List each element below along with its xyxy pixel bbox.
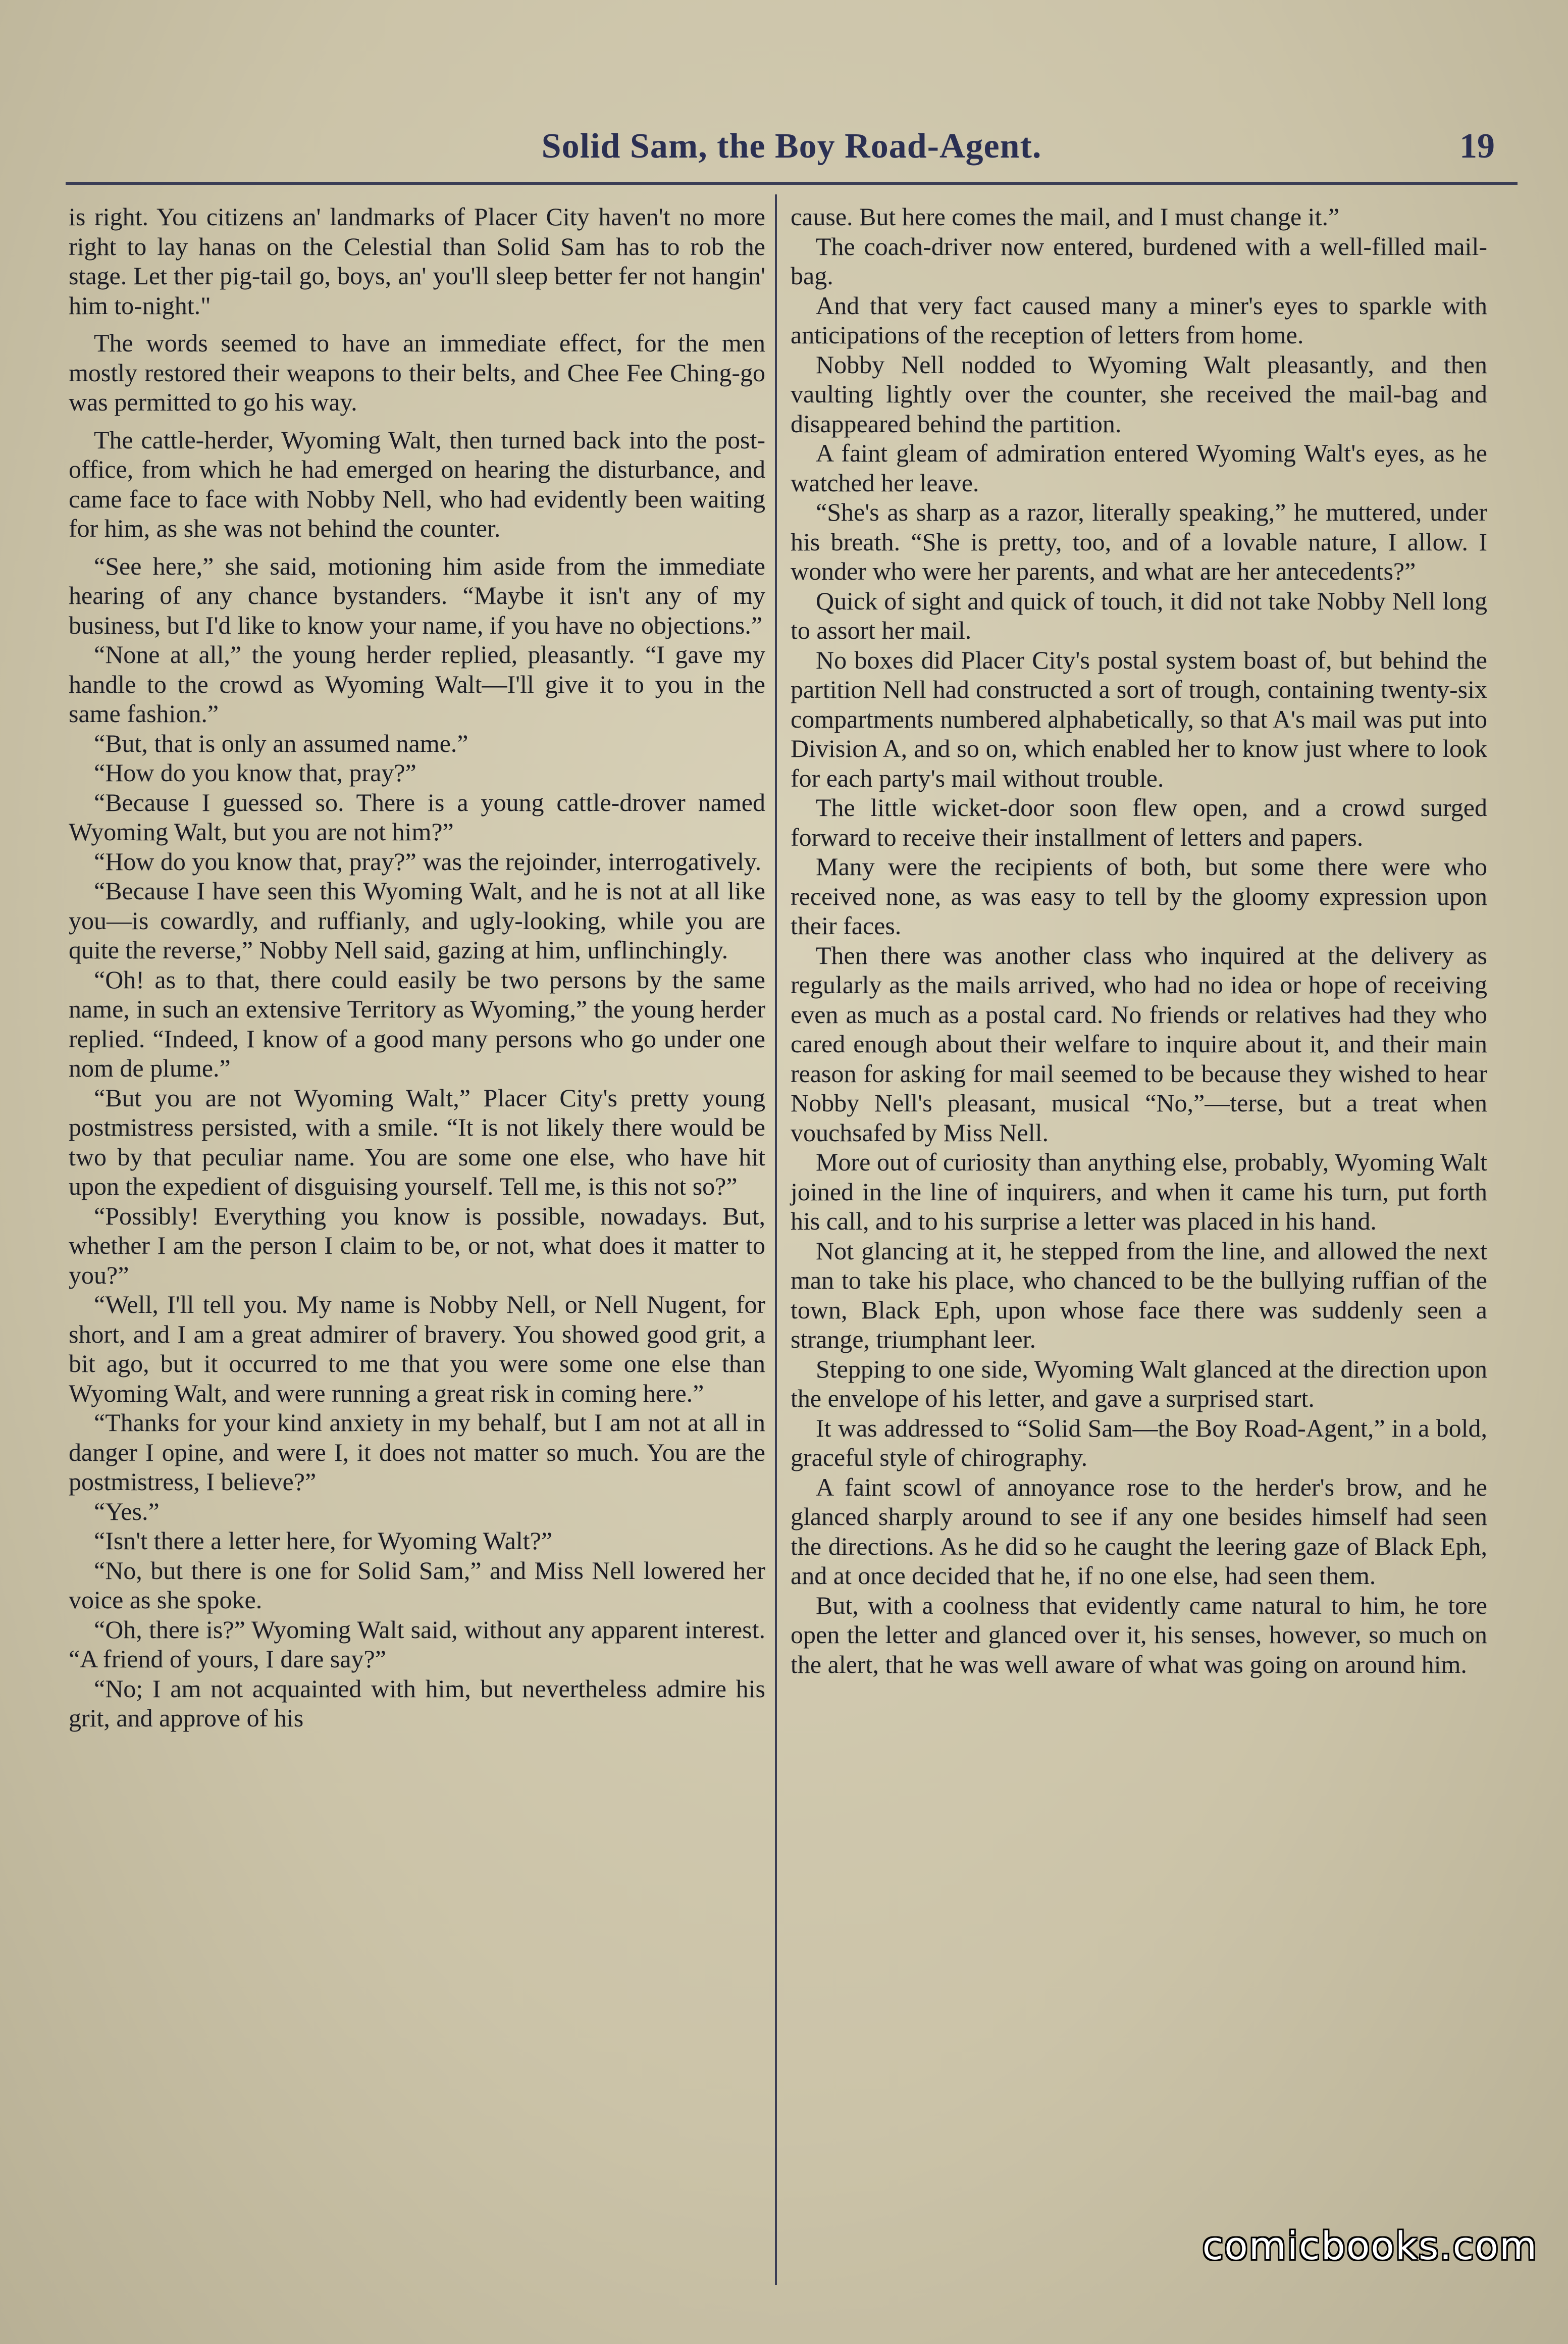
paragraph: “Well, I'll tell you. My name is Nobby Nell, or Nell Nugent, for short, and I am a great admirer of bravery. You showed good grit, a bit ago, but it occurred to me that you were some one else than Wyoming Walt, and were running a great risk in coming here.”	[69, 1290, 765, 1407]
paragraph: Not glancing at it, he stepped from the line, and allowed the next man to take his place, who chanced to be the bullying ruffian of the town, Black Eph, upon whose face there was suddenly seen a strange, triumphant leer.	[791, 1236, 1487, 1353]
header-rule	[66, 182, 1518, 185]
paragraph: “Isn't there a letter here, for Wyoming Walt?”	[94, 1526, 553, 1555]
paragraph: “Possibly! Everything you know is possible, nowadays. But, whether I am the person I claim to be, or not, what does it matter to you?”	[69, 1201, 765, 1289]
paragraph: “Thanks for your kind anxiety in my behalf, but I am not at all in danger I opine, and were I, it does not matter so much. You are the postmistress, I believe?”	[69, 1408, 765, 1496]
paragraph: “None at all,” the young herder replied, pleasantly. “I gave my handle to the crowd as Wyoming Walt—I'll give it to you in the same fashion.”	[69, 640, 765, 728]
paragraph: Stepping to one side, Wyoming Walt glanced at the direction upon the envelope of his letter, and gave a surprised start.	[791, 1354, 1487, 1412]
watermark: comicbooks.com	[1202, 2223, 1538, 2268]
paragraph: “Because I have seen this Wyoming Walt, and he is not at all like you—is cowardly, and ruffianly, and ugly-looking, while you are quite the reverse,” Nobby Nell said, gazing at him, unflinchingly.	[69, 877, 765, 964]
paragraph: “How do you know that, pray?” was the rejoinder, interrogatively.	[94, 847, 762, 876]
paragraph: is right. You citizens an' landmarks of Placer City haven't no more right to lay hanas on the Celestial than Solid Sam has to rob the stage. Let ther pig-tail go, boys, an' you'll sleep better fer not hangin' him to-night."	[69, 202, 765, 320]
paragraph: The cattle-herder, Wyoming Walt, then turned back into the post-office, from which he had emerged on hearing the disturbance, and came face to face with Nobby Nell, who had evidently been waiting for him, as she was not behind the counter.	[69, 425, 765, 542]
paragraph: “But, that is only an assumed name.”	[94, 729, 468, 757]
paragraph: “But you are not Wyoming Walt,” Placer City's pretty young postmistress persisted, with a smile. “It is not likely there would be two by that peculiar name. You are some one else, who have hit upon the expedient of disguising yourself. Tell me, is this not so?”	[69, 1083, 765, 1200]
left-column	[69, 202, 765, 1733]
paragraph: And that very fact caused many a miner's eyes to sparkle with anticipations of the reception of letters from home.	[791, 291, 1487, 349]
paragraph: But, with a coolness that evidently came natural to him, he tore open the letter and glanced over it, his senses, however, so much on the alert, that he was well aware of what was going on around him.	[791, 1591, 1487, 1678]
page-number: 19	[1459, 127, 1495, 166]
paragraph: Quick of sight and quick of touch, it did not take Nobby Nell long to assort her mail.	[791, 586, 1487, 644]
paragraph: It was addressed to “Solid Sam—the Boy Road-Agent,” in a bold, graceful style of chirography.	[791, 1413, 1487, 1471]
running-title: Solid Sam, the Boy Road-Agent.	[541, 127, 1042, 166]
paragraph: More out of curiosity than anything else, probably, Wyoming Walt joined in the line of inquirers, and when it came his turn, put forth his call, and to his surprise a letter was placed in his hand.	[791, 1148, 1487, 1235]
paragraph: No boxes did Placer City's postal system boast of, but behind the partition Nell had constructed a sort of trough, containing twenty-six compartments numbered alphabetically, so that A's mail was put into Division A, and so on, which enabled her to know just where to look for each party's mail without trouble.	[791, 645, 1487, 792]
paragraph: “How do you know that, pray?”	[94, 758, 416, 787]
paragraph: The coach-driver now entered, burdened with a well-filled mail-bag.	[791, 232, 1487, 290]
paragraph: Many were the recipients of both, but some there were who received none, as was easy to tell by the gloomy expression upon their faces.	[791, 852, 1487, 940]
paragraph: The words seemed to have an immediate effect, for the men mostly restored their weapons to their belts, and Chee Fee Ching-go was permitted to go his way.	[69, 329, 765, 416]
paragraph: “Because I guessed so. There is a young cattle-drover named Wyoming Walt, but you are not him?”	[69, 788, 765, 846]
paragraph: Then there was another class who inquired at the delivery as regularly as the mails arrived, who had no idea or hope of receiving even as much as a postal card. No friends or relatives had they who cared enough about their welfare to inquire about it, and their main reason for asking for mail seemed to be because they wished to hear Nobby Nell's pleasant, musical “No,”—terse, but a treat when vouchsafed by Miss Nell.	[791, 941, 1487, 1147]
running-header	[66, 106, 1518, 182]
paragraph: “No, but there is one for Solid Sam,” and Miss Nell lowered her voice as she spoke.	[69, 1556, 765, 1614]
paragraph: The little wicket-door soon flew open, and a crowd surged forward to receive their installment of letters and papers.	[791, 793, 1487, 851]
paragraph: A faint scowl of annoyance rose to the herder's brow, and he glanced sharply around to see if any one besides himself had seen the directions. As he did so he caught the leering gaze of Black Eph, and at once decided that he, if no one else, had seen them.	[791, 1472, 1487, 1590]
paragraph: cause. But here comes the mail, and I must change it.”	[791, 202, 1340, 231]
paragraph: A faint gleam of admiration entered Wyoming Walt's eyes, as he watched her leave.	[791, 439, 1487, 497]
column-divider	[775, 194, 777, 2285]
paragraph: “See here,” she said, motioning him aside from the immediate hearing of any chance bystanders. “Maybe it isn't any of my business, but I'd like to know your name, if you have no objections.”	[69, 551, 765, 639]
paragraph: “Oh! as to that, there could easily be two persons by the same name, in such an extensive Territory as Wyoming,” the young herder replied. “Indeed, I know of a good many persons who go under one nom de plume.”	[69, 965, 765, 1082]
paragraph: “Oh, there is?” Wyoming Walt said, without any apparent interest. “A friend of yours, I dare say?”	[69, 1615, 765, 1673]
paragraph: Nobby Nell nodded to Wyoming Walt pleasantly, and then vaulting lightly over the counter, she received the mail-bag and disappeared behind the partition.	[791, 350, 1487, 438]
paragraph: “Yes.”	[94, 1497, 160, 1525]
right-column	[791, 202, 1487, 1679]
paragraph: “She's as sharp as a razor, literally speaking,” he muttered, under his breath. “She is pretty, too, and of a lovable nature, I allow. I wonder who were her parents, and what are her antecedents?”	[791, 498, 1487, 585]
paragraph: “No; I am not acquainted with him, but nevertheless admire his grit, and approve of his	[69, 1674, 765, 1732]
